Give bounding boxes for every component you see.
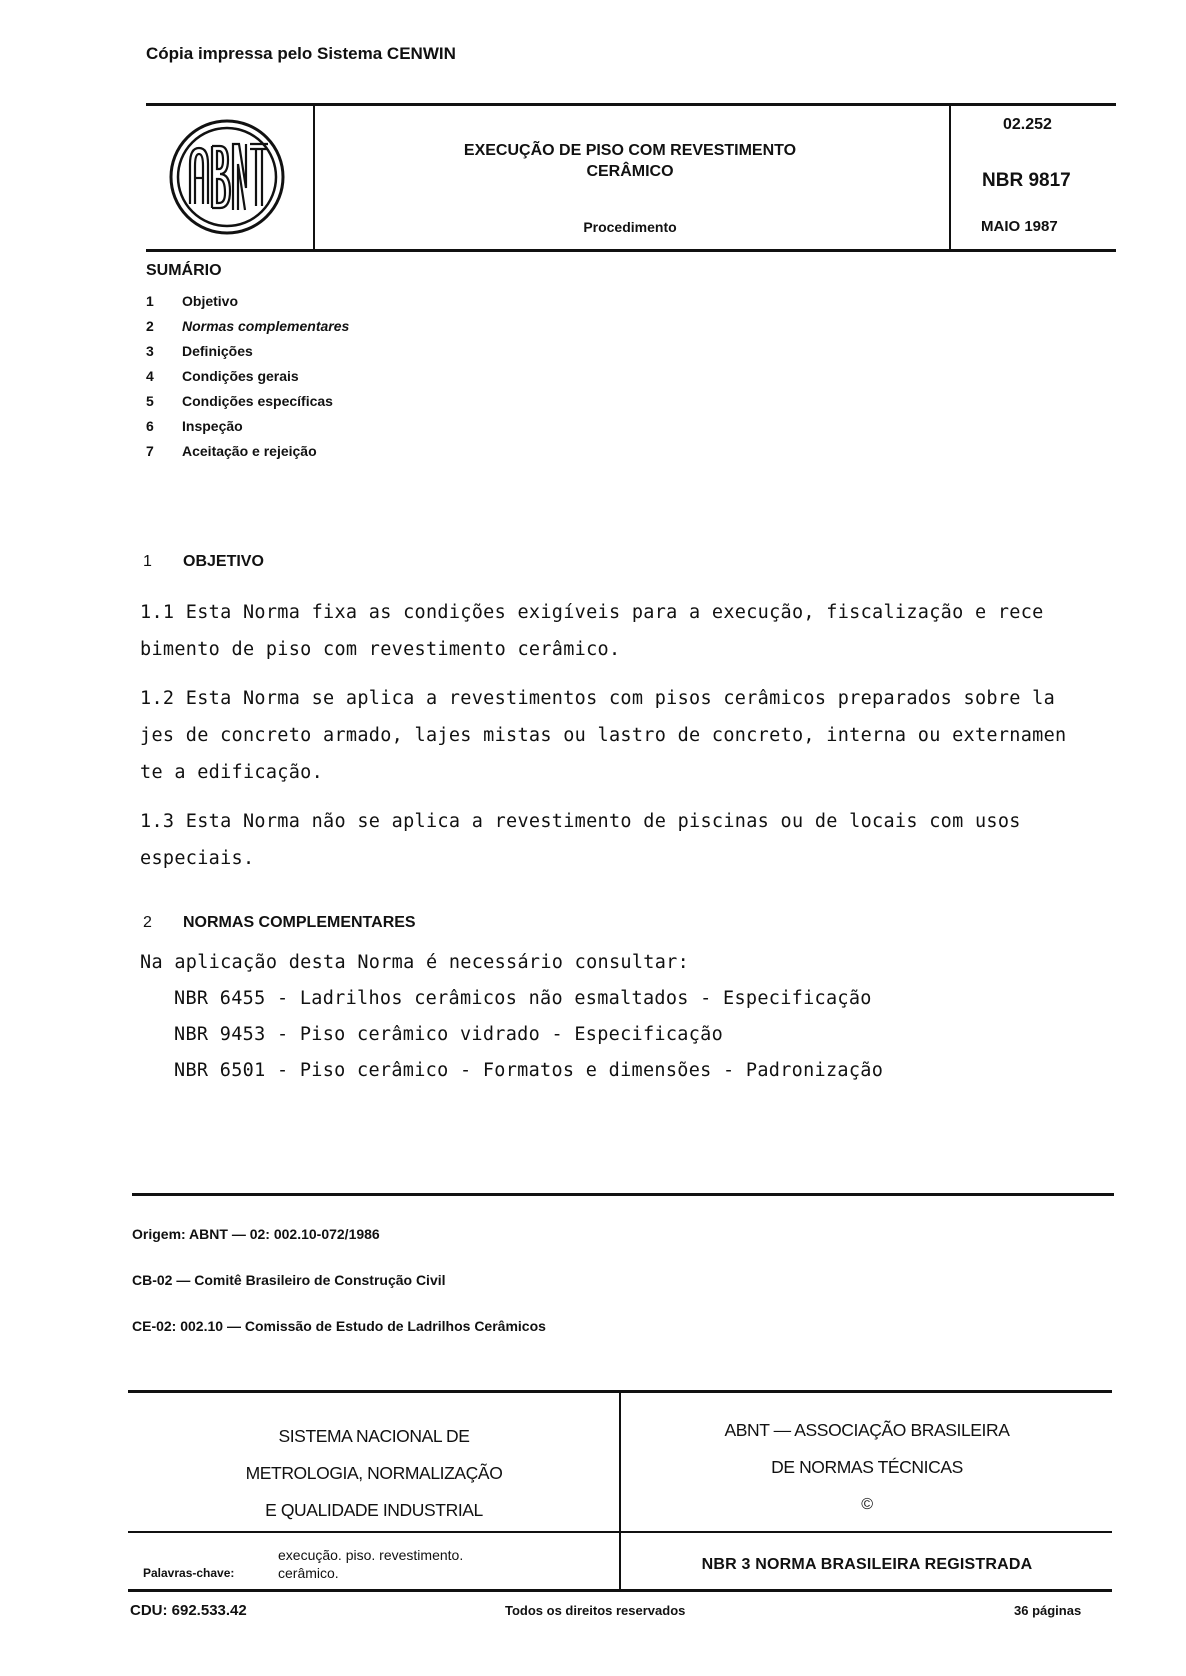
cdu-code: CDU: 692.533.42 [130, 1602, 247, 1619]
sinmetro-block: SISTEMA NACIONAL DE METROLOGIA, NORMALIZAÇÃO E QUALIDADE INDUSTRIAL [245, 1426, 503, 1520]
section-2-intro: Na aplicação desta Norma é necessário consultar: [140, 952, 690, 973]
abnt-association-block: ABNT — ASSOCIAÇÃO BRASILEIRA DE NORMAS TÉCNICAS © [622, 1412, 1112, 1523]
page-count: 36 páginas [1014, 1603, 1082, 1618]
section-1-heading: 1 OBJETIVO [143, 553, 264, 570]
header-top-rule [146, 103, 1116, 106]
summary-item: 1 Objetivo [146, 293, 239, 309]
paragraph-1-3: 1.3 Esta Norma não se aplica a revestimento de piscinas ou de locais com usos especiais. [140, 811, 1021, 869]
reference-item: NBR 6455 - Ladrilhos cerâmicos não esmaltados - Especificação [174, 988, 872, 1009]
reference-item: NBR 6501 - Piso cerâmico - Formatos e dimensões - Padronização [174, 1060, 884, 1081]
study-commission-line: CE-02: 002.10 — Comissão de Estudo de Ladrilhos Cerâmicos [132, 1318, 546, 1334]
document-code: 02.252 [1003, 116, 1052, 133]
header-divider-right [949, 105, 951, 250]
footer-divider [619, 1391, 621, 1590]
header-divider-left [313, 105, 315, 250]
document-title [330, 140, 930, 182]
header-bottom-rule [146, 249, 1116, 252]
keywords-values: execução. piso. revestimento. cerâmico. [278, 1547, 464, 1581]
title-line-2: CERÂMICO [586, 163, 674, 180]
summary-item: 3 Definições [146, 343, 253, 359]
committee-line: CB-02 — Comitê Brasileiro de Construção Civil [132, 1272, 446, 1288]
section-2-heading: 2 NORMAS COMPLEMENTARES [143, 914, 416, 931]
origin-rule [132, 1193, 1114, 1196]
document-type: Procedimento [583, 219, 677, 235]
registered-standard: NBR 3 NORMA BRASILEIRA REGISTRADA [701, 1556, 1033, 1573]
abnt-logo-icon [168, 118, 286, 236]
title-line-1: EXECUÇÃO DE PISO COM REVESTIMENTO [463, 142, 797, 159]
nbr-number: NBR 9817 [982, 170, 1071, 191]
paragraph-1-2: 1.2 Esta Norma se aplica a revestimentos com pisos cerâmicos preparados sobre la jes de concreto armado, lajes mistas ou lastro de concreto, interna ou externamen te a edificação. [140, 688, 1067, 783]
summary-item: 4 Condições gerais [146, 368, 299, 384]
summary-list [146, 293, 349, 468]
origin-line: Origem: ABNT — 02: 002.10-072/1986 [132, 1226, 380, 1242]
rights-notice: Todos os direitos reservados [505, 1603, 686, 1618]
summary-item: 7 Aceitação e rejeição [146, 443, 317, 459]
summary-title: SUMÁRIO [146, 262, 222, 279]
copyright-icon: © [861, 1496, 873, 1513]
publication-date: MAIO 1987 [981, 218, 1058, 235]
summary-item: 5 Condições específicas [146, 393, 333, 409]
reference-list [174, 981, 883, 1089]
print-notice: Cópia impressa pelo Sistema CENWIN [146, 44, 456, 63]
keywords-label: Palavras-chave: [143, 1566, 235, 1580]
summary-item: 2 Normas complementares [146, 318, 350, 334]
summary-item: 6 Inspeção [146, 418, 243, 434]
paragraph-1-1: 1.1 Esta Norma fixa as condições exigíveis para a execução, fiscalização e rece bimento de piso com revestimento cerâmico. [140, 602, 1044, 660]
reference-item: NBR 9453 - Piso cerâmico vidrado - Especificação [174, 1024, 724, 1045]
